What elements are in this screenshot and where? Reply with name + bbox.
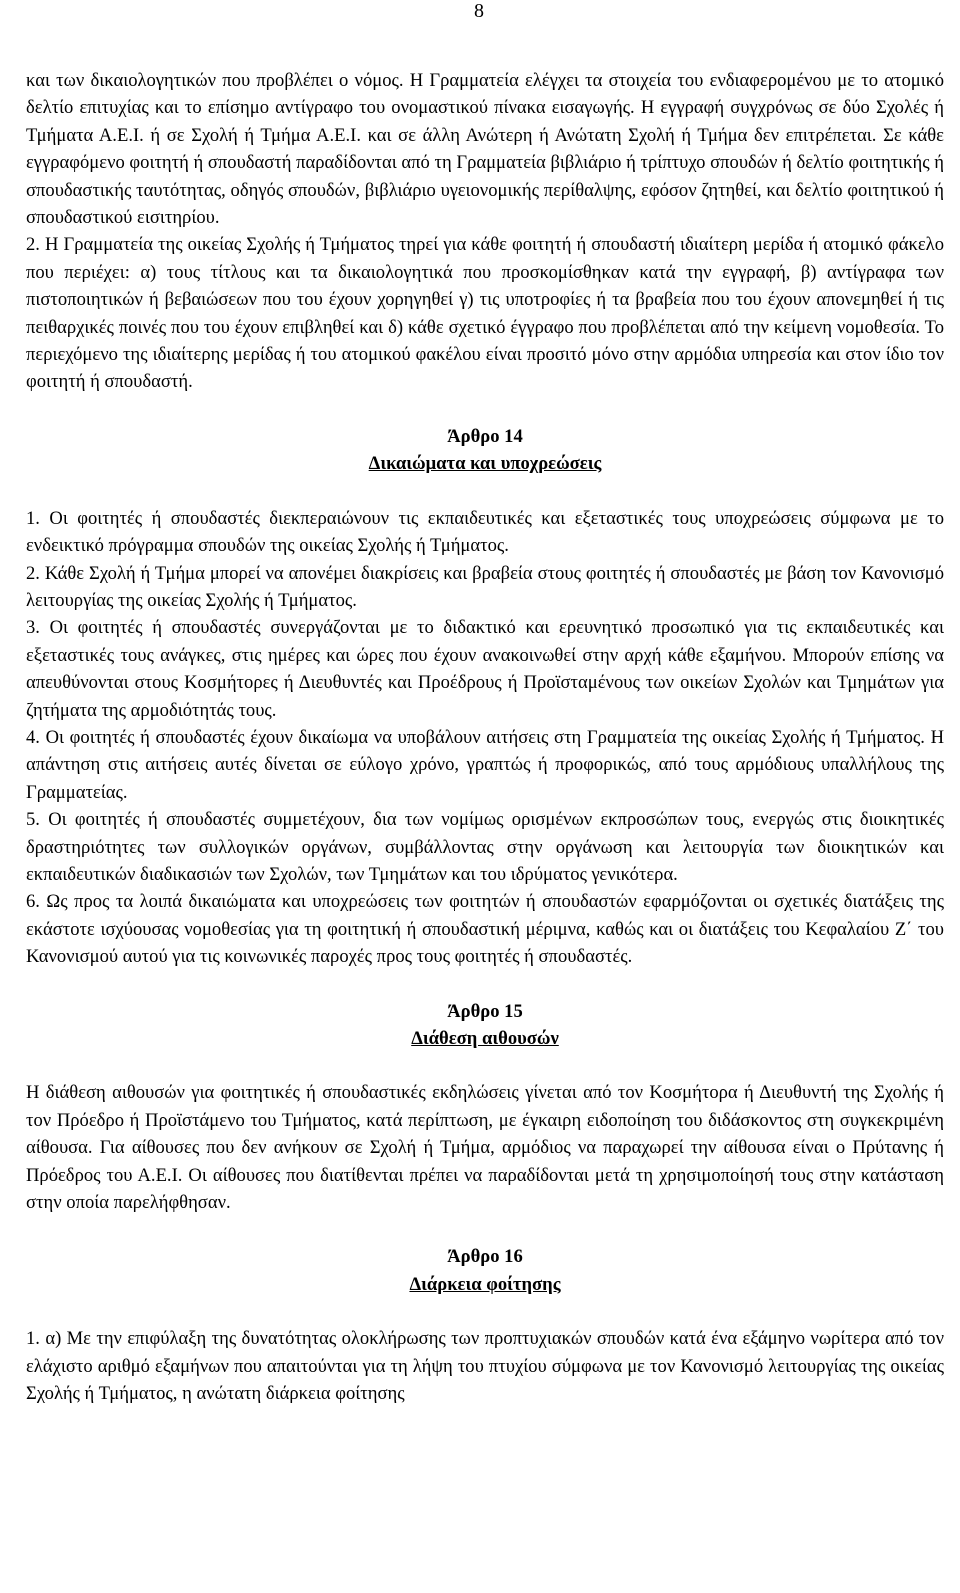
paragraph: και των δικαιολογητικών που προβλέπει ο νόμος. Η Γραμματεία ελέγχει τα στοιχεία του ενδιαφερομένου με το ατομικό δελτίο επιτυχίας και το επίσημο αντίγραφο του ονομαστικού πίνακα εισαγωγής. Η εγγραφή συγχρόνως σε δύο Σχολές ή Τμήματα Α.Ε.Ι. ή σε Σχολή ή Τμήμα Α.Ε.Ι. και σε άλλη Ανώτερη ή Ανώτατη Σχολή ή Τμήμα δεν επιτρέπεται. Σε κάθε εγγραφόμενο φοιτητή ή σπουδαστή παραδίδονται από τη Γραμματεία βιβλιάριο ή τρίπτυχο σπουδών ή δελτίο φοιτητικής ή σπουδαστικής ταυτότητας, οδηγός σπουδών, βιβλιάριο υγειονομικής περίθαλψης, εφόσον ζητηθεί, και δελτίο φοιτητικού ή σπουδαστικού εισιτηρίου. [26,70,944,229]
paragraph: 6. Ως προς τα λοιπά δικαιώματα και υποχρεώσεις των φοιτητών ή σπουδαστών εφαρμόζονται οι σχετικές διατάξεις της εκάστοτε ισχύουσας νομοθεσίας για τη φοιτητική ή σπουδαστική μέριμνα, καθώς και οι διατάξεις του Κεφαλαίου Ζ΄ του Κανονισμού αυτού για τις κοινωνικές παροχές προς τους φοιτητές ή σπουδαστές. [26,891,944,968]
paragraph: 3. Οι φοιτητές ή σπουδαστές συνεργάζονται με το διδακτικό και ερευνητικό προσωπικό για τις εκπαιδευτικές και εξεταστικές τους ανάγκες, στις ημέρες και ώρες που έχουν ανακοινωθεί στην αρχή κάθε εξαμήνου. Μπορούν επίσης να απευθύνονται στους Κοσμήτορες ή Διευθυντές και Προέδρους ή Προϊσταμένους των οικείων Σχολών και Τμημάτων για ζητήματα της αρμοδιότητάς τους. [26,617,944,721]
paragraph: 1. α) Με την επιφύλαξη της δυνατότητας ολοκλήρωσης των προπτυχιακών σπουδών κατά ένα εξάμηνο νωρίτερα από τον ελάχιστο αριθμό εξαμήνων που απαιτούνται για τη λήψη του πτυχίου σύμφωνα με τον Κανονισμό λειτουργίας της οικείας Σχολής ή Τμήματος, η ανώτατη διάρκεια φοίτησης [26,1328,944,1405]
page-number: 8 [474,0,484,22]
paragraph: 2. Κάθε Σχολή ή Τμήμα μπορεί να απονέμει διακρίσεις και βραβεία στους φοιτητές ή σπουδαστές με βάση τον Κανονισμό λειτουργίας της οικείας Σχολής ή Τμήματος. [26,562,944,611]
article-heading-14: Άρθρο 14 [447,425,523,447]
article-title-16: Διάρκεια φοίτησης [409,1273,561,1295]
article-title-15: Διάθεση αιθουσών [411,1028,559,1049]
paragraph: 4. Οι φοιτητές ή σπουδαστές έχουν δικαίωμα να υποβάλουν αιτήσεις στη Γραμματεία της οικείας Σχολής ή Τμήματος. Η απάντηση στις αιτήσεις αυτές δίνεται σε εύλογο χρόνο, γραπτώς ή προφορικώς, από τους αρμόδιους υπαλλήλους της Γραμματείας. [26,726,944,803]
article-title-14: Δικαιώματα και υποχρεώσεις [368,453,602,475]
paragraph: 2. Η Γραμματεία της οικείας Σχολής ή Τμήματος τηρεί για κάθε φοιτητή ή σπουδαστή ιδιαίτερη μερίδα ή ατομικό φάκελο που περιέχει: α) τους τίτλους και τα δικαιολογητικά που προσκομίσθηκαν κατά την εγγραφή, β) αντίγραφα των πιστοποιητικών ή βεβαιώσεων που του έχουν χορηγηθεί γ) τις υποτροφίες ή τα βραβεία που του έχουν απονεμηθεί ή τις πειθαρχικές ποινές που του έχουν επιβληθεί και δ) κάθε σχετικό έγγραφο που προβλέπεται από την κείμενη νομοθεσία. Το περιεχόμενο της ιδιαίτερης μερίδας ή του ατομικού φακέλου είναι προσιτό μόνο στην αρμόδια υπηρεσία και στον ίδιο τον φοιτητή ή σπουδαστή. [26,234,944,393]
paragraph: Η διάθεση αιθουσών για φοιτητικές ή σπουδαστικές εκδηλώσεις γίνεται από τον Κοσμήτορα ή Διευθυντή της Σχολής ή τον Πρόεδρο ή Προϊστάμενο του Τμήματος, κατά περίπτωση, με έγκαιρη ειδοποίηση του διδάσκοντος στη συγκεκριμένη αίθουσα. Για αίθουσες που δεν ανήκουν σε Σχολή ή Τμήμα, αρμόδιος να παραχωρεί την αίθουσα είναι ο Πρύτανης ή Πρόεδρος του Α.Ε.Ι. Οι αίθουσες που διατίθενται πρέπει να παραδίδονται μετά τη χρησιμοποίησή τους στην κατάσταση στην οποία παρελήφθησαν. [26,1082,944,1214]
article-heading-15: Άρθρο 15 [447,1000,523,1022]
paragraph: 5. Οι φοιτητές ή σπουδαστές συμμετέχουν, δια των νομίμως ορισμένων εκπροσώπων τους, ενεργώς στις διοικητικές δραστηριότητες των συλλογικών οργάνων, συμβάλλοντας στην οργάνωση και λειτουργία των διοικητικών και εκπαιδευτικών διαδικασιών των Σχολών, των Τμημάτων και του ιδρύματος γενικότερα. [26,809,944,885]
article-heading-16: Άρθρο 16 [447,1246,523,1268]
paragraph: 1. Οι φοιτητές ή σπουδαστές διεκπεραιώνουν τις εκπαιδευτικές και εξεταστικές τους υποχρεώσεις σύμφωνα με το ενδεικτικό πρόγραμμα σπουδών της οικείας Σχολής ή Τμήματος. [26,507,944,557]
document-body [26,67,944,1407]
